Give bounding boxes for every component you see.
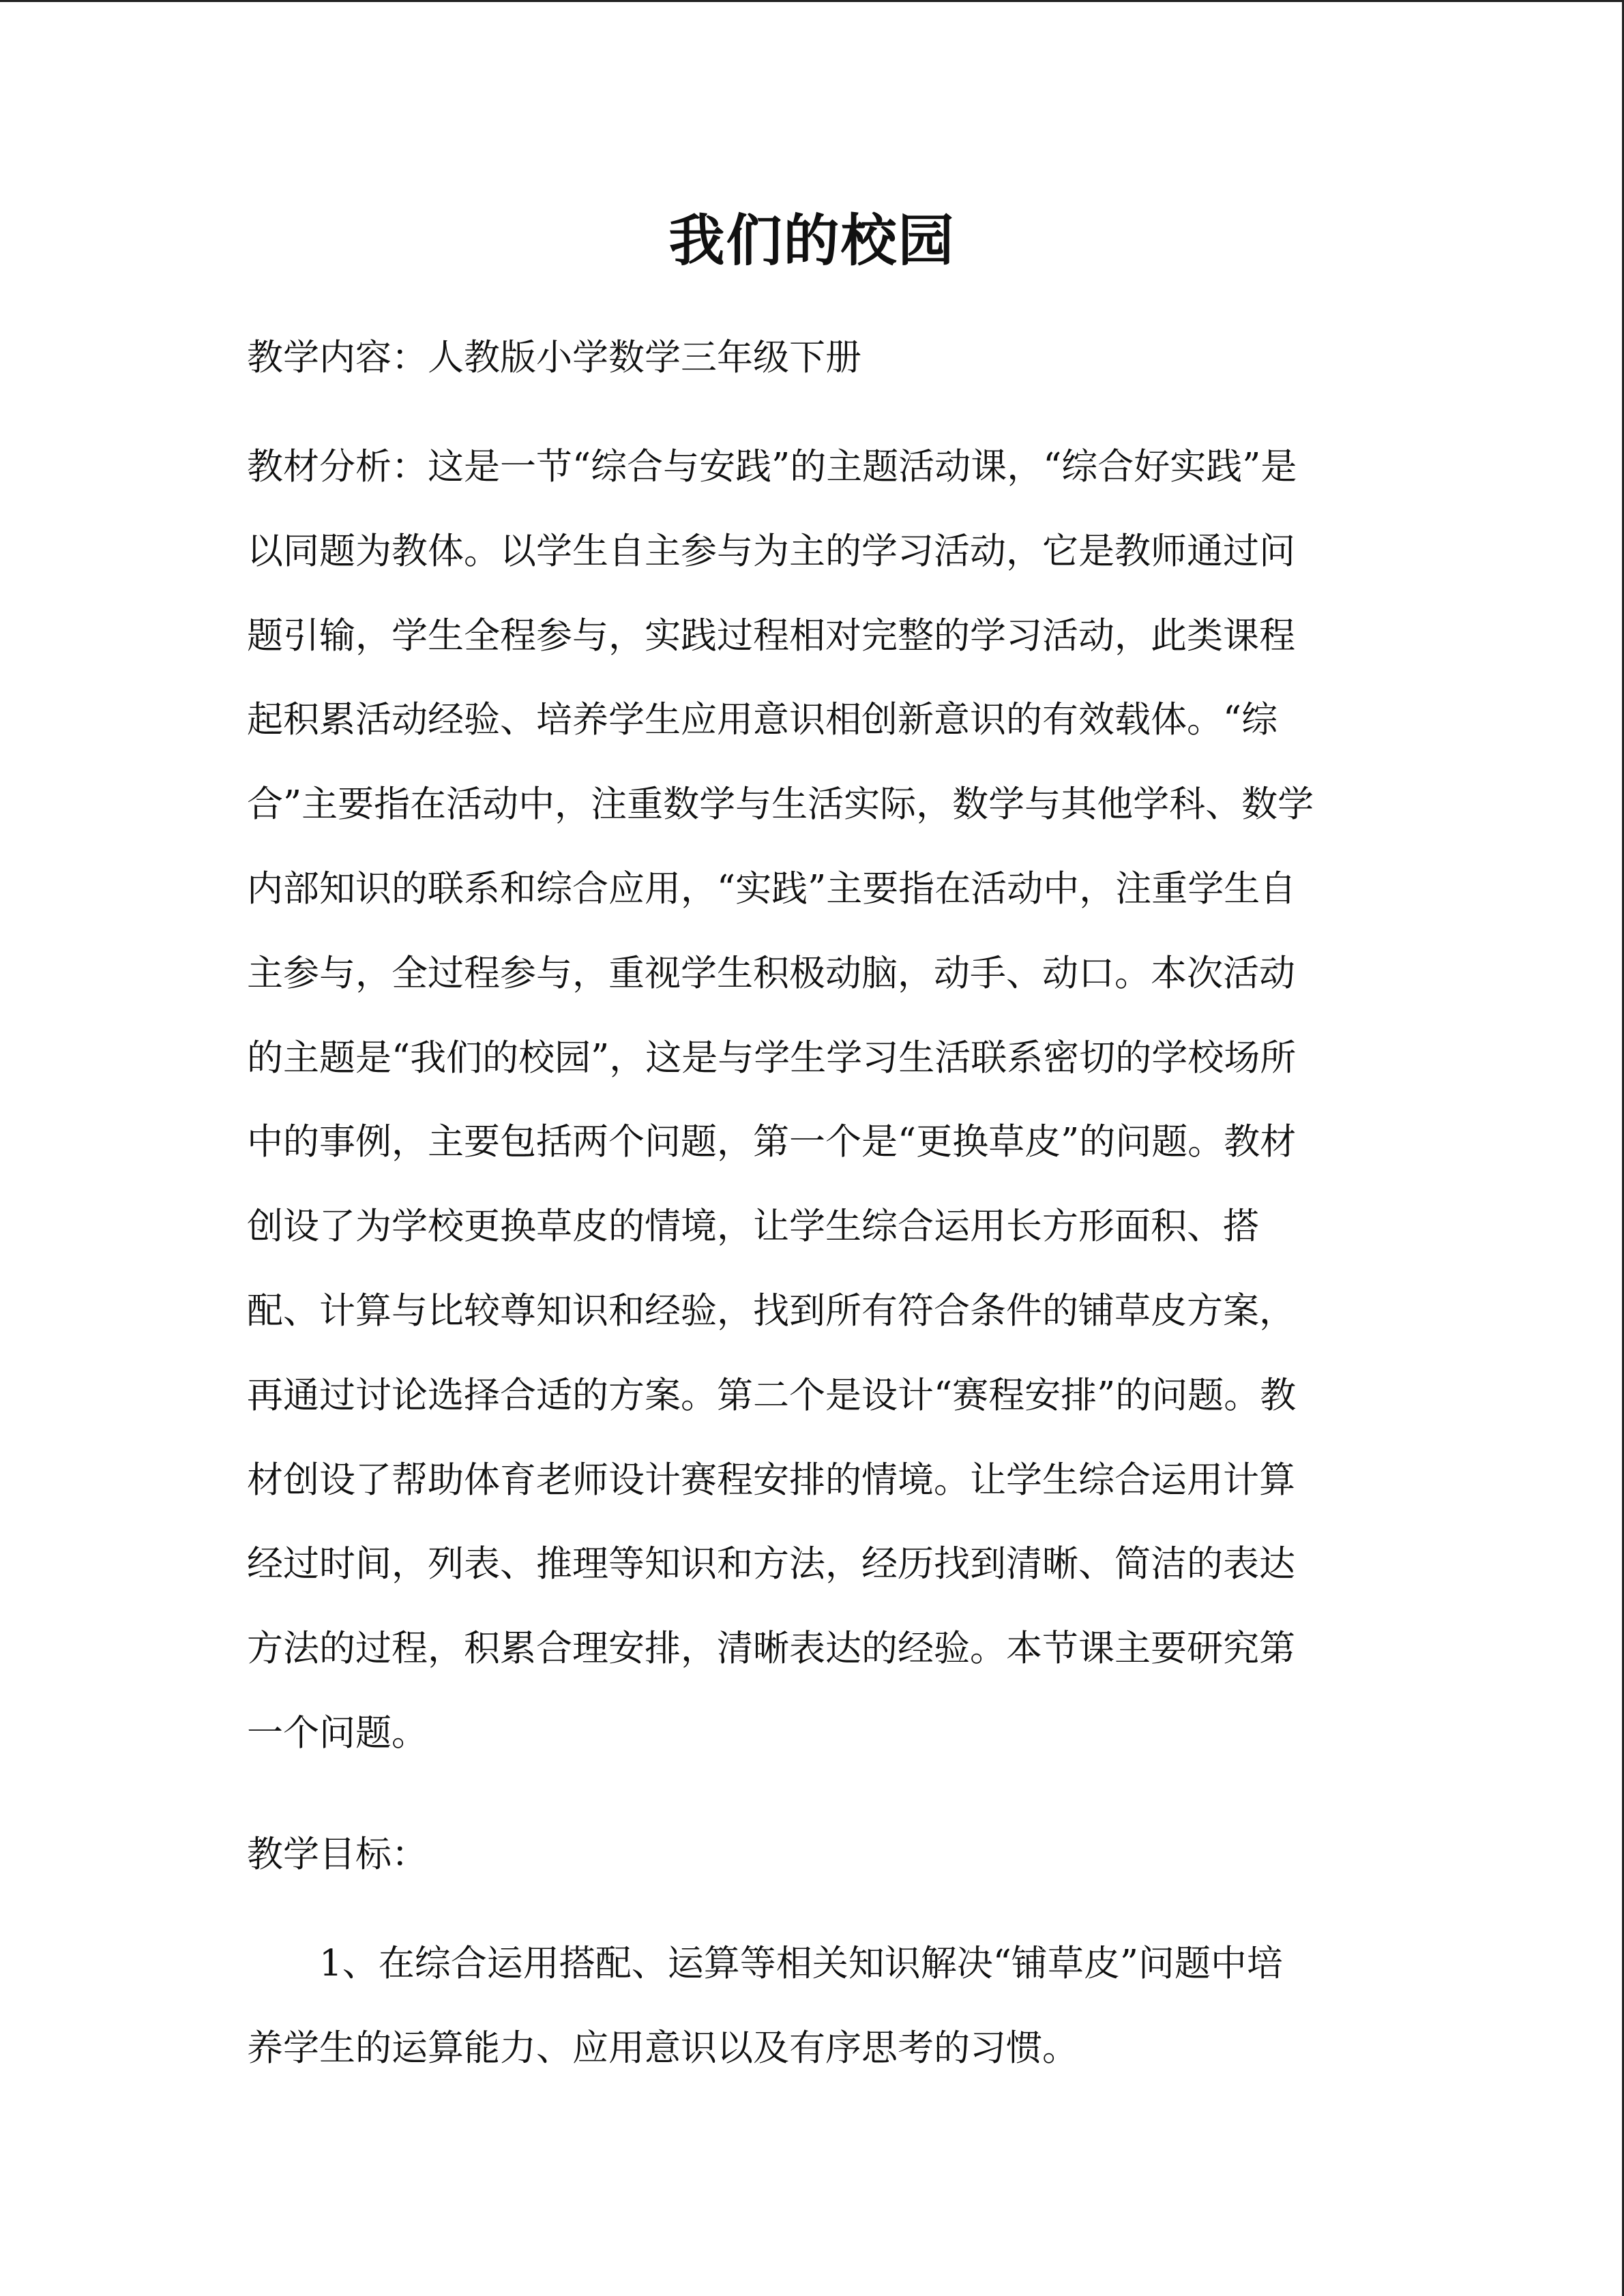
material-analysis-paragraph: 教材分析：这是一节“综合与安践”的主题活动课，“综合好实践”是 以同题为教体。以学生自主参与为主的学习活动，它是教师通过问 题引输，学生全程参与，实践过程相对完整的学习活动，此类课程 起积累活动经验、培养学生应用意识相创新意识的有效载体。“综 合”主要指在活动中，注重数学与生活实际，数学与其他学科、数学 内部知识的联系和综合应用，“实践”主要指在活动中，注重学生自 主参与，全过程参与，重视学生积极动脑，动手、动口。本次活动 的主题是“我们的校园”，这是与学生学习生活联系密切的学校场所 中的事例，主要包括两个问题，第一个是“更换草皮”的问题。教材 创设了为学校更换草皮的情境，让学生综合运用长方形面积、搭 配、计算与比较尊知识和经验，找到所有符合条件的铺草皮方案， 再通过讨论选择合适的方案。第二个是设计“赛程安排”的问题。教 材创设了帮助体育老师设计赛程安排的情境。让学生综合运用计算 经过时间，列表、推理等知识和方法，经历找到清晰、简洁的表达 方法的过程，积累合理安排，清晰表达的经验。本节课主要研究第 一个问题。	[247, 446, 1314, 1754]
teaching-goal-item: 1、在综合运用搭配、运算等相关知识解决“铺草皮”问题中培 养学生的运算能力、应用意识以及有序思考的习惯。	[247, 1943, 1283, 2069]
teaching-goals-heading: 教学目标：	[247, 1834, 428, 1875]
teaching-content-line: 教学内容：人教版小学数学三年级下册	[247, 337, 861, 378]
document-title: 我们的校园	[668, 209, 956, 273]
